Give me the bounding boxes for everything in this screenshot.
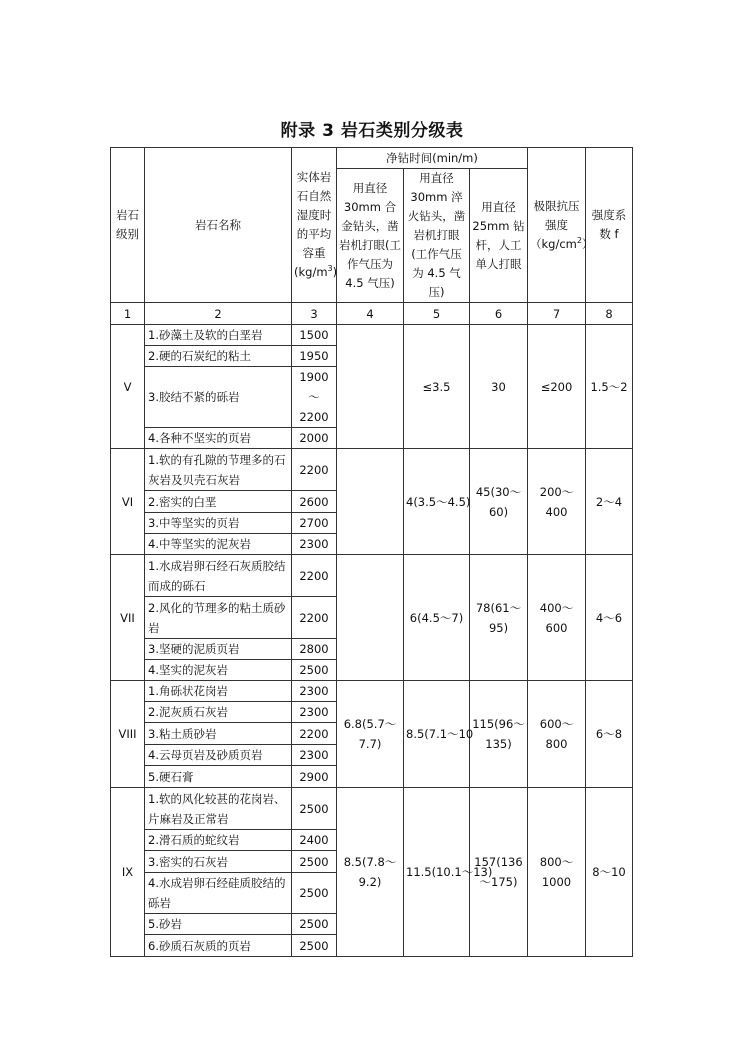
rock-density: 2900	[292, 766, 337, 788]
quenched-bit-time: 6(4.5～7)	[404, 555, 470, 681]
rock-density: 1500	[292, 325, 337, 346]
rock-name: 3.中等坚实的页岩	[145, 513, 292, 534]
rock-name: 2.泥灰质石灰岩	[145, 702, 292, 723]
header-col4: 用直径30mm 合金钻头，凿岩机打眼(工作气压为 4.5 气压)	[337, 169, 404, 303]
strength-coefficient: 1.5～2	[586, 325, 633, 449]
column-number: 5	[404, 303, 470, 325]
rock-density: 2200	[292, 449, 337, 491]
compressive-strength: 200～400	[528, 449, 586, 555]
strength-coefficient: 2～4	[586, 449, 633, 555]
rock-grade: VII	[111, 555, 145, 681]
rock-density: 1950	[292, 346, 337, 367]
strength-coefficient: 6～8	[586, 681, 633, 788]
header-drill-time: 净钻时间(min/m)	[337, 148, 528, 169]
column-number: 4	[337, 303, 404, 325]
rock-density: 2500	[292, 914, 337, 935]
rock-name: 4.坚实的泥灰岩	[145, 660, 292, 681]
rock-name: 4.各种不坚实的页岩	[145, 428, 292, 449]
table-row	[111, 555, 633, 597]
rock-density: 2500	[292, 851, 337, 873]
rock-name: 2.风化的节理多的粘土质砂岩	[145, 597, 292, 639]
header-grade: 岩石级别	[111, 148, 145, 303]
rock-name: 3.坚硬的泥质页岩	[145, 639, 292, 660]
alloy-bit-time	[337, 555, 404, 681]
compressive-strength: 800～1000	[528, 788, 586, 957]
rock-density: 2300	[292, 681, 337, 702]
alloy-bit-time	[337, 449, 404, 555]
strength-coefficient: 4～6	[586, 555, 633, 681]
header-density-tail: )	[332, 265, 338, 279]
column-number: 6	[470, 303, 528, 325]
header-row	[111, 148, 633, 169]
rock-density: 2600	[292, 491, 337, 513]
rock-name: 4.水成岩卵石经硅质胶结的砾岩	[145, 873, 292, 914]
rock-name: 1.软的风化较甚的花岗岩、片麻岩及正常岩	[145, 788, 292, 830]
rock-density: 1900～2200	[292, 367, 337, 428]
rock-name: 2.滑石质的蛇纹岩	[145, 830, 292, 851]
manual-drill-time: 30	[470, 325, 528, 449]
rock-name: 5.砂岩	[145, 914, 292, 935]
header-name: 岩石名称	[145, 148, 292, 303]
rock-name: 2.密实的白垩	[145, 491, 292, 513]
rock-name: 1.砂藻土及软的白垩岩	[145, 325, 292, 346]
rock-density: 2400	[292, 830, 337, 851]
table-row	[111, 325, 633, 346]
rock-name: 2.硬的石炭纪的粘土	[145, 346, 292, 367]
manual-drill-time: 157(136～175)	[470, 788, 528, 957]
manual-drill-time: 115(96～135)	[470, 681, 528, 788]
rock-density: 2300	[292, 702, 337, 723]
alloy-bit-time: 6.8(5.7～7.7)	[337, 681, 404, 788]
column-number: 7	[528, 303, 586, 325]
compressive-strength: 400～600	[528, 555, 586, 681]
rock-density: 2200	[292, 723, 337, 745]
rock-grade: VIII	[111, 681, 145, 788]
header-strength-tail: ）	[581, 236, 594, 251]
rock-grade: IX	[111, 788, 145, 957]
table-row	[111, 788, 633, 830]
column-number-row	[111, 303, 633, 325]
table-body	[111, 148, 633, 957]
quenched-bit-time: ≤3.5	[404, 325, 470, 449]
header-density	[292, 148, 337, 303]
rock-grade: V	[111, 325, 145, 449]
alloy-bit-time	[337, 325, 404, 449]
header-density-text: 实体岩石自然湿度时的平均容重(kg/m	[294, 170, 332, 279]
header-strength-text: 极限抗压强度（kg/cm	[530, 198, 580, 251]
compressive-strength: 600～800	[528, 681, 586, 788]
manual-drill-time: 78(61～95)	[470, 555, 528, 681]
header-col6: 用直径25mm 钻杆，人工单人打眼	[470, 169, 528, 303]
rock-classification-table	[110, 147, 633, 957]
compressive-strength: ≤200	[528, 325, 586, 449]
rock-density: 2500	[292, 935, 337, 957]
strength-coefficient: 8～10	[586, 788, 633, 957]
rock-name: 4.云母页岩及砂质页岩	[145, 745, 292, 766]
rock-density: 2000	[292, 428, 337, 449]
rock-density: 2500	[292, 873, 337, 914]
column-number: 8	[586, 303, 633, 325]
rock-name: 1.软的有孔隙的节理多的石灰岩及贝壳石灰岩	[145, 449, 292, 491]
rock-density: 2800	[292, 639, 337, 660]
rock-name: 1.水成岩卵石经石灰质胶结而成的砾石	[145, 555, 292, 597]
rock-name: 3.胶结不紧的砾岩	[145, 367, 292, 428]
alloy-bit-time: 8.5(7.8～9.2)	[337, 788, 404, 957]
column-number: 1	[111, 303, 145, 325]
page-title: 附录 3 岩石类别分级表	[280, 121, 464, 141]
rock-grade: VI	[111, 449, 145, 555]
table-row	[111, 681, 633, 702]
rock-name: 4.中等坚实的泥灰岩	[145, 534, 292, 555]
rock-density: 2200	[292, 597, 337, 639]
rock-density: 2700	[292, 513, 337, 534]
rock-name: 3.密实的石灰岩	[145, 851, 292, 873]
rock-name: 1.角砾状花岗岩	[145, 681, 292, 702]
header-density-sup: 3	[327, 264, 333, 274]
quenched-bit-time: 8.5(7.1～10	[404, 681, 470, 788]
rock-density: 2200	[292, 555, 337, 597]
column-number: 3	[292, 303, 337, 325]
table-row	[111, 449, 633, 491]
rock-density: 2300	[292, 534, 337, 555]
rock-name: 3.粘土质砂岩	[145, 723, 292, 745]
manual-drill-time: 45(30～60)	[470, 449, 528, 555]
rock-density: 2500	[292, 660, 337, 681]
rock-density: 2500	[292, 788, 337, 830]
quenched-bit-time: 11.5(10.1～13)	[404, 788, 470, 957]
header-strength	[528, 148, 594, 303]
rock-name: 6.砂质石灰质的页岩	[145, 935, 292, 957]
header-col5: 用直径30mm 淬火钻头，凿岩机打眼(工作气压为 4.5 气压)	[404, 169, 470, 303]
column-number: 2	[145, 303, 292, 325]
header-coefficient: 强度系数 f	[586, 148, 633, 303]
rock-name: 5.硬石膏	[145, 766, 292, 788]
rock-density: 2300	[292, 745, 337, 766]
header-strength-sup: 2	[576, 235, 582, 245]
quenched-bit-time: 4(3.5～4.5)	[404, 449, 470, 555]
